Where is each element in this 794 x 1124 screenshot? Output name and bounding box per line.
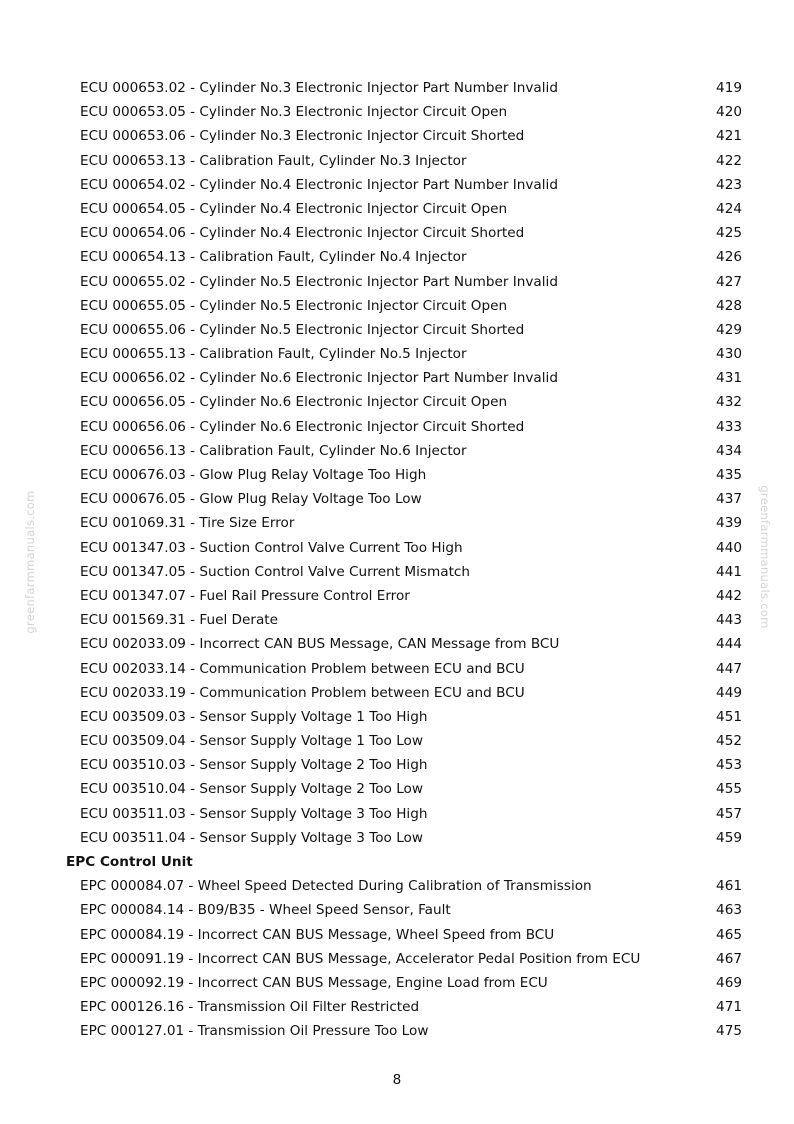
toc-entry-page: 447: [716, 660, 742, 677]
toc-entry-title: ECU 000654.13 - Calibration Fault, Cylinder No.4 Injector: [80, 249, 467, 266]
toc-entry[interactable]: [0, 173, 794, 197]
toc-entry-page: 475: [716, 1023, 742, 1040]
toc-entry-page: 425: [716, 225, 742, 242]
toc-entry[interactable]: [0, 124, 794, 148]
toc-entry-title: ECU 002033.19 - Communication Problem between ECU and BCU: [80, 684, 525, 701]
toc-entry[interactable]: [0, 777, 794, 801]
toc-entry[interactable]: [0, 560, 794, 584]
toc-entry-title: ECU 001347.05 - Suction Control Valve Current Mismatch: [80, 563, 470, 580]
toc-entry-title: ECU 003510.04 - Sensor Supply Voltage 2 Too Low: [80, 781, 423, 798]
toc-entry[interactable]: [0, 439, 794, 463]
toc-entry-title: ECU 000676.03 - Glow Plug Relay Voltage Too High: [80, 467, 427, 483]
toc-entry-title: ECU 000655.05 - Cylinder No.5 Electronic Injector Circuit Open: [80, 297, 508, 314]
toc-entry-page: 435: [716, 467, 742, 483]
toc-entry-title: ECU 002033.14 - Communication Problem between ECU and BCU: [80, 660, 525, 677]
toc-entry-title: ECU 003509.04 - Sensor Supply Voltage 1 Too Low: [80, 733, 423, 750]
toc-entry[interactable]: [0, 923, 794, 947]
toc-entry[interactable]: [0, 415, 794, 439]
toc-entry-title: ECU 000653.06 - Cylinder No.3 Electronic Injector Circuit Shorted: [80, 128, 525, 145]
toc-entry-page: 426: [716, 249, 742, 266]
toc-entry-title: EPC 000126.16 - Transmission Oil Filter Restricted: [80, 999, 420, 1016]
toc-entry-page: 469: [716, 974, 742, 991]
toc-entry[interactable]: [0, 390, 794, 414]
section-heading-text: EPC Control Unit: [66, 854, 193, 870]
toc-entry[interactable]: [0, 149, 794, 173]
toc-entry-page: 463: [716, 902, 742, 919]
toc-entry-title: ECU 000653.05 - Cylinder No.3 Electronic Injector Circuit Open: [80, 104, 508, 121]
toc-entry-page: 452: [716, 733, 742, 750]
toc-entry-title: EPC 000084.07 - Wheel Speed Detected During Calibration of Transmission: [80, 878, 592, 895]
toc-entry[interactable]: [0, 681, 794, 705]
toc-entry-title: ECU 003511.03 - Sensor Supply Voltage 3 Too High: [80, 805, 428, 822]
toc-entry-page: 455: [716, 781, 742, 798]
toc-entry-title: ECU 000654.06 - Cylinder No.4 Electronic Injector Circuit Shorted: [80, 225, 525, 242]
toc-entry[interactable]: [0, 294, 794, 318]
toc-entry-page: 429: [716, 321, 742, 338]
ecu-entry-list: [0, 76, 794, 850]
toc-entry[interactable]: [0, 584, 794, 608]
toc-entry-title: ECU 001347.03 - Suction Control Valve Current Too High: [80, 539, 463, 556]
toc-entry-page: 431: [716, 370, 742, 387]
toc-entry-title: ECU 000655.13 - Calibration Fault, Cylinder No.5 Injector: [80, 346, 467, 363]
toc-entry-page: 467: [716, 950, 742, 967]
toc-entry-page: 432: [716, 394, 742, 411]
toc-entry[interactable]: [0, 76, 794, 100]
toc-entry-page: 443: [716, 612, 742, 629]
toc-entry[interactable]: [0, 802, 794, 826]
toc-entry-page: 422: [716, 152, 742, 169]
toc-entry[interactable]: [0, 245, 794, 269]
toc-entry[interactable]: [0, 463, 794, 487]
toc-entry[interactable]: [0, 608, 794, 632]
toc-entry-page: 427: [716, 273, 742, 290]
toc-entry-page: 441: [716, 563, 742, 580]
toc-entry-page: 434: [716, 442, 742, 459]
toc-entry-page: 453: [716, 757, 742, 774]
toc-entry-page: 459: [716, 829, 742, 846]
toc-entry[interactable]: [0, 342, 794, 366]
toc-entry[interactable]: [0, 1019, 794, 1043]
epc-entry-list: [0, 874, 794, 1043]
toc-entry-page: 421: [716, 128, 742, 145]
page-number: 8: [392, 1072, 402, 1088]
section-heading: [0, 850, 794, 874]
toc-entry[interactable]: [0, 511, 794, 535]
toc-entry[interactable]: [0, 995, 794, 1019]
toc-entry-page: 444: [716, 636, 742, 653]
toc-entry-title: ECU 001569.31 - Fuel Derate: [80, 612, 279, 629]
toc-entry-page: 440: [716, 539, 742, 556]
toc-entry[interactable]: [0, 197, 794, 221]
toc-entry-title: ECU 003509.03 - Sensor Supply Voltage 1 Too High: [80, 708, 428, 725]
toc-entry-page: 424: [716, 200, 742, 217]
toc-entry-title: ECU 000655.02 - Cylinder No.5 Electronic Injector Part Number Invalid: [80, 273, 558, 290]
toc-entry-title: ECU 000654.02 - Cylinder No.4 Electronic Injector Part Number Invalid: [80, 176, 558, 193]
toc-entry-title: ECU 003510.03 - Sensor Supply Voltage 2 Too High: [80, 757, 428, 774]
toc-entry-page: 461: [716, 878, 742, 895]
watermark-right: greenfarmmanuals.com: [758, 485, 772, 629]
toc-entry[interactable]: [0, 632, 794, 656]
toc-entry[interactable]: [0, 826, 794, 850]
toc-entry[interactable]: [0, 898, 794, 922]
toc-entry[interactable]: [0, 971, 794, 995]
toc-entry-page: 428: [716, 297, 742, 314]
toc-entry-page: 471: [716, 999, 742, 1016]
toc-entry-title: ECU 001069.31 - Tire Size Error: [80, 515, 295, 532]
toc-entry-title: ECU 000653.13 - Calibration Fault, Cylinder No.3 Injector: [80, 152, 467, 169]
toc-entry-title: ECU 000655.06 - Cylinder No.5 Electronic Injector Circuit Shorted: [80, 321, 525, 338]
toc-entry-title: ECU 002033.09 - Incorrect CAN BUS Message, CAN Message from BCU: [80, 636, 560, 653]
toc-entry-page: 449: [716, 684, 742, 701]
toc-entry[interactable]: [0, 221, 794, 245]
table-of-contents: [0, 76, 794, 1044]
toc-entry-title: ECU 001347.07 - Fuel Rail Pressure Control Error: [80, 587, 410, 604]
toc-entry-page: 465: [716, 926, 742, 943]
toc-entry-title: ECU 000656.05 - Cylinder No.6 Electronic Injector Circuit Open: [80, 394, 508, 411]
toc-entry-title: EPC 000127.01 - Transmission Oil Pressure Too Low: [80, 1023, 429, 1040]
toc-entry-title: EPC 000084.14 - B09/B35 - Wheel Speed Sensor, Fault: [80, 902, 451, 919]
toc-entry-page: 442: [716, 587, 742, 604]
toc-entry-title: ECU 000656.13 - Calibration Fault, Cylinder No.6 Injector: [80, 442, 467, 459]
toc-entry-title: ECU 000654.05 - Cylinder No.4 Electronic Injector Circuit Open: [80, 200, 508, 217]
toc-entry-page: 423: [716, 176, 742, 193]
toc-entry[interactable]: [0, 729, 794, 753]
toc-entry-page: 420: [716, 104, 742, 121]
toc-entry-page: 433: [716, 418, 742, 435]
toc-entry-page: 419: [716, 80, 742, 96]
toc-entry[interactable]: [0, 874, 794, 898]
watermark-left: greenfarmmanuals.com: [23, 490, 37, 634]
toc-entry-title: ECU 000656.02 - Cylinder No.6 Electronic Injector Part Number Invalid: [80, 370, 558, 387]
toc-entry-page: 430: [716, 346, 742, 363]
toc-entry-title: ECU 000653.02 - Cylinder No.3 Electronic Injector Part Number Invalid: [80, 80, 558, 96]
toc-entry[interactable]: [0, 657, 794, 681]
toc-entry-page: 451: [716, 708, 742, 725]
toc-entry[interactable]: [0, 947, 794, 971]
toc-entry[interactable]: [0, 705, 794, 729]
toc-entry-page: 457: [716, 805, 742, 822]
toc-entry-title: EPC 000091.19 - Incorrect CAN BUS Message, Accelerator Pedal Position from ECU: [80, 950, 641, 967]
toc-entry-title: ECU 003511.04 - Sensor Supply Voltage 3 Too Low: [80, 829, 423, 846]
toc-entry[interactable]: [0, 366, 794, 390]
toc-entry[interactable]: [0, 753, 794, 777]
toc-entry-page: 439: [716, 515, 742, 532]
toc-entry[interactable]: [0, 270, 794, 294]
toc-entry[interactable]: [0, 100, 794, 124]
toc-entry-title: ECU 000676.05 - Glow Plug Relay Voltage Too Low: [80, 491, 422, 508]
toc-entry[interactable]: [0, 318, 794, 342]
toc-entry-page: 437: [716, 491, 742, 508]
toc-entry[interactable]: [0, 536, 794, 560]
toc-entry-title: EPC 000084.19 - Incorrect CAN BUS Message, Wheel Speed from BCU: [80, 926, 555, 943]
toc-entry[interactable]: [0, 487, 794, 511]
toc-entry-title: EPC 000092.19 - Incorrect CAN BUS Message, Engine Load from ECU: [80, 974, 548, 991]
toc-entry-title: ECU 000656.06 - Cylinder No.6 Electronic Injector Circuit Shorted: [80, 418, 525, 435]
